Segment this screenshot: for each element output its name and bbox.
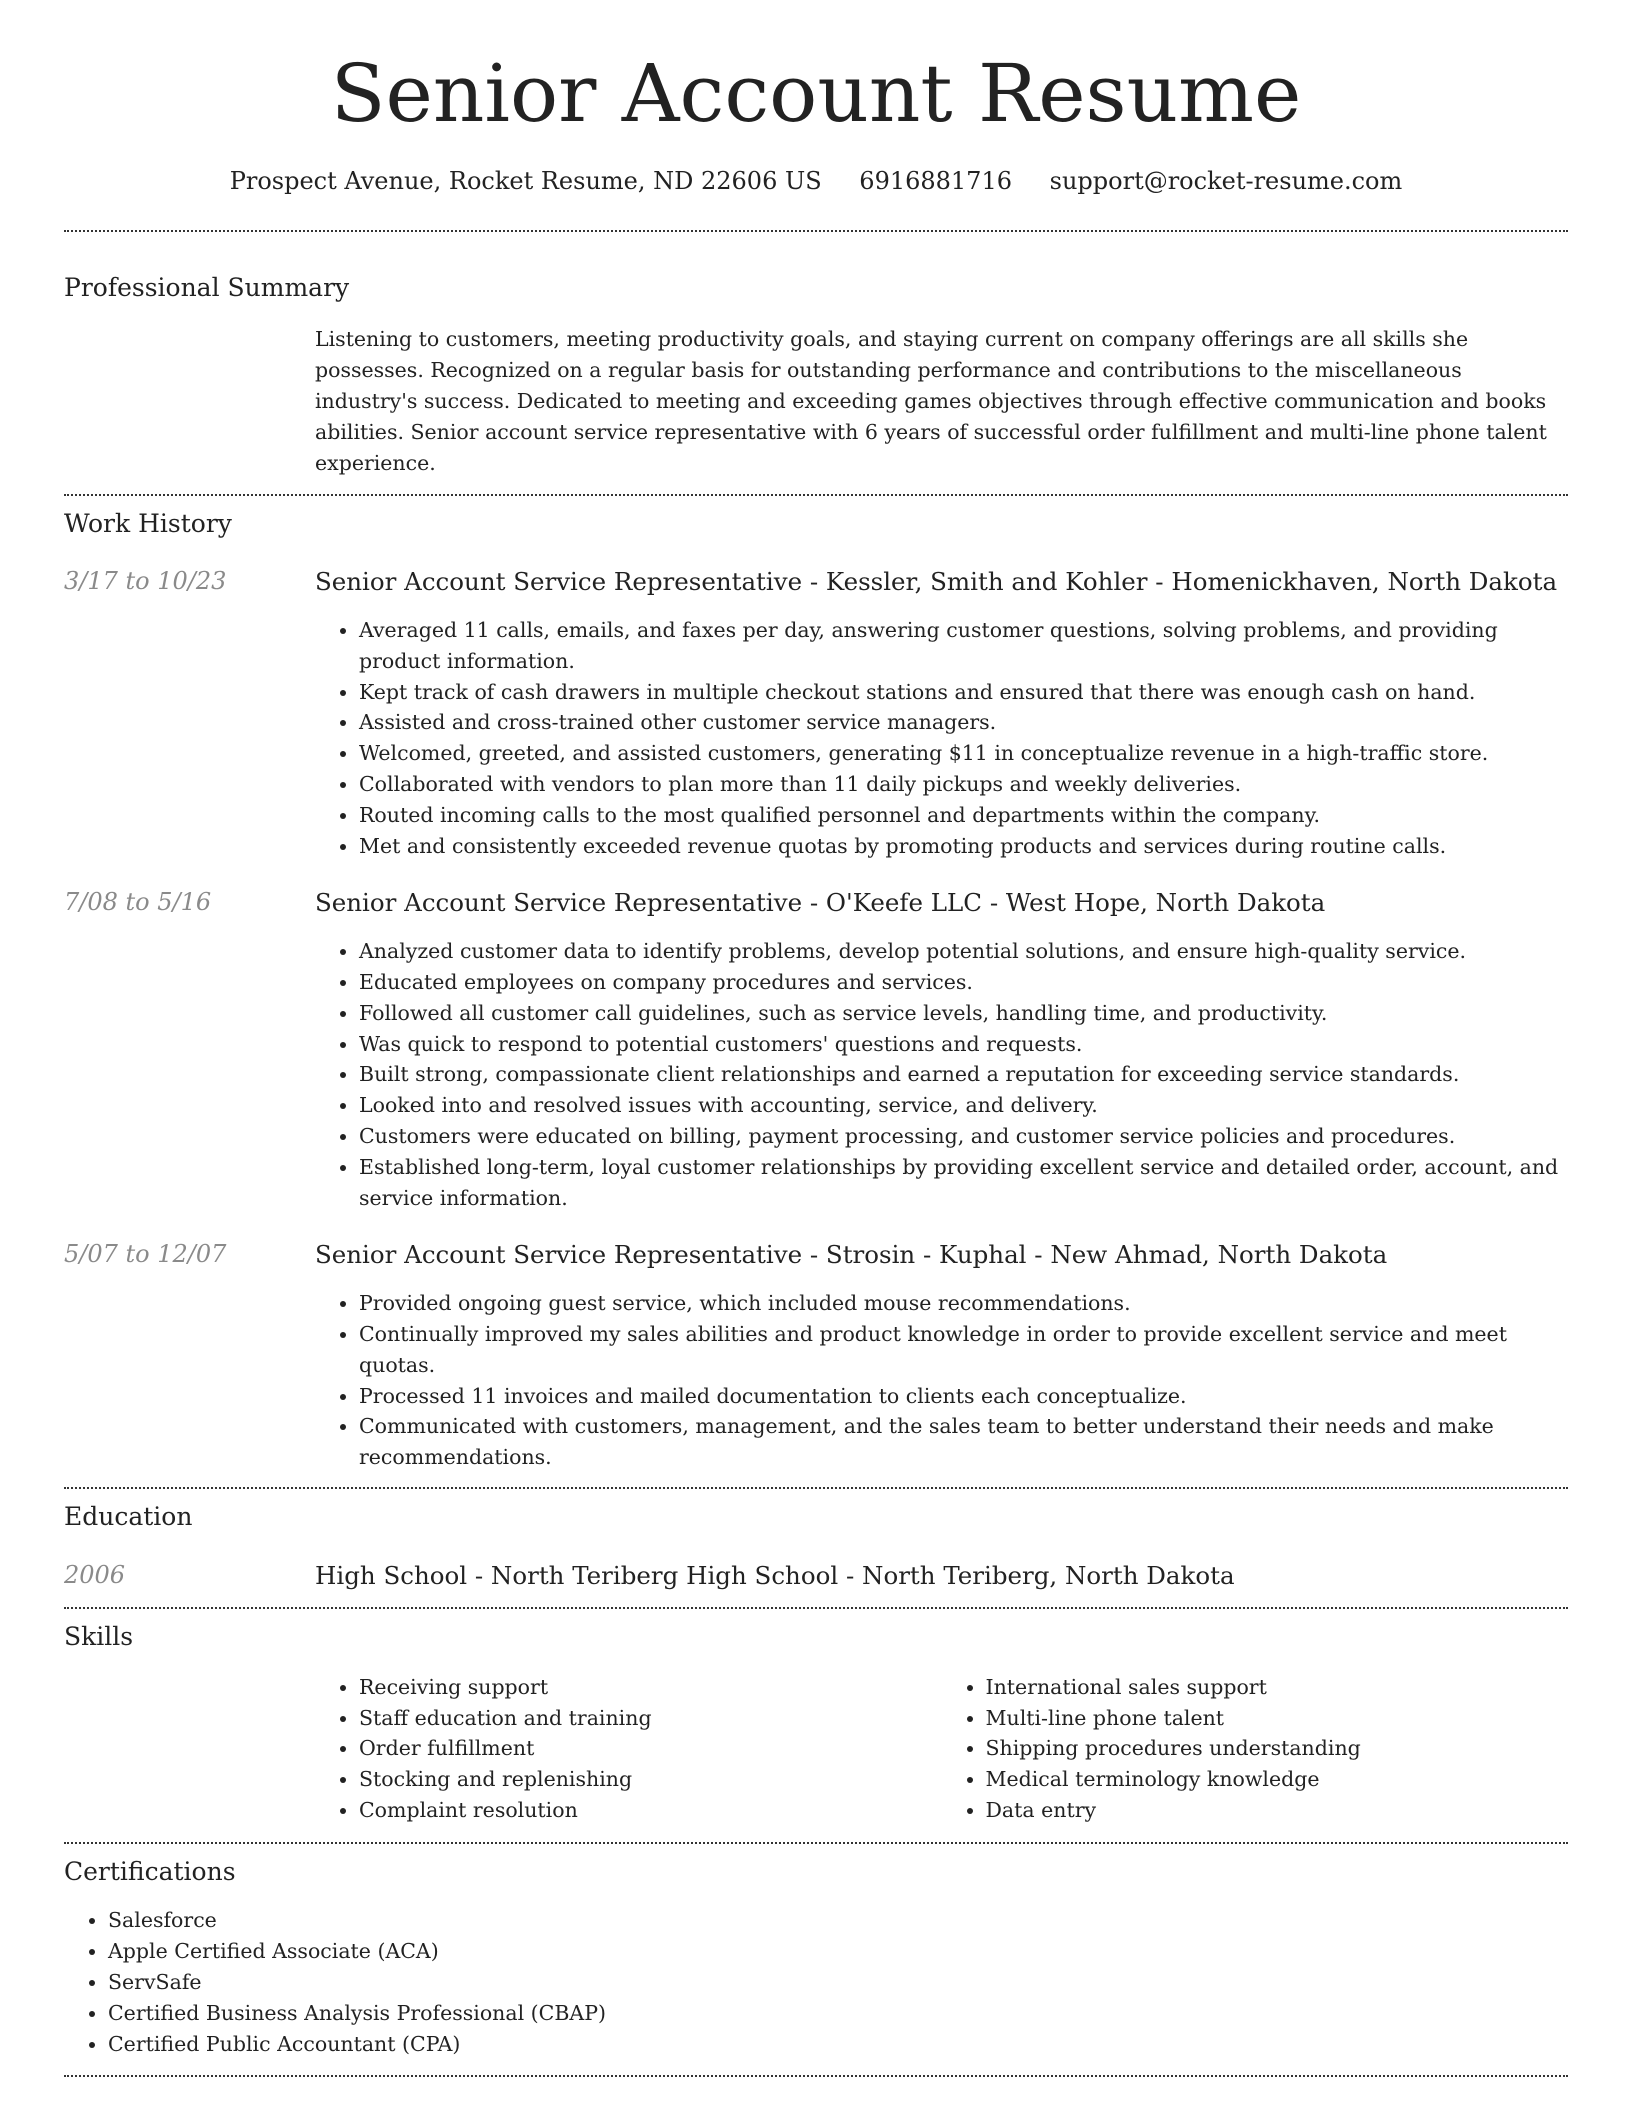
job-heading: Senior Account Service Representative - Kessler, Smith and Kohler - Homenickhaven, North Dakota xyxy=(315,567,1558,597)
education-heading: Education xyxy=(64,1502,193,1532)
job-bullet: • Looked into and resolved issues with accounting, service, and delivery. xyxy=(359,1090,1568,1121)
job-list xyxy=(64,566,1568,1473)
certification-item: • Certified Business Analysis Professional (CBAP) xyxy=(108,1998,1568,2029)
job-bullet: • Built strong, compassionate client relationships and earned a reputation for exceeding service standards. xyxy=(359,1059,1568,1090)
summary-heading: Professional Summary xyxy=(64,273,350,303)
certification-item: • Certified Public Accountant (CPA) xyxy=(108,2029,1568,2060)
job-bullet-list xyxy=(315,615,1568,861)
job-entry xyxy=(64,1239,1568,1473)
job-bullet: • Communicated with customers, management, and the sales team to better understand their needs and make recommendations. xyxy=(359,1411,1568,1473)
skills-heading: Skills xyxy=(64,1622,134,1652)
skill-item: • International sales support xyxy=(986,1672,1569,1703)
skill-item: • Data entry xyxy=(986,1795,1569,1826)
job-dates: 7/08 to 5/16 xyxy=(64,888,212,917)
certifications-heading: Certifications xyxy=(64,1856,236,1886)
job-body xyxy=(315,1239,1568,1473)
job-bullet-list xyxy=(315,936,1568,1213)
job-body xyxy=(315,566,1568,861)
divider xyxy=(64,2075,1568,2077)
certification-list xyxy=(64,1905,1568,2075)
skill-item: • Shipping procedures understanding xyxy=(986,1733,1569,1764)
skills-grid xyxy=(315,1672,1568,1842)
skill-item: • Complaint resolution xyxy=(359,1795,942,1826)
job-bullet-list xyxy=(315,1288,1568,1473)
job-bullet: • Assisted and cross-trained other customer service managers. xyxy=(359,707,1568,738)
skill-item: • Staff education and training xyxy=(359,1703,942,1734)
skills-column-1 xyxy=(315,1672,942,1826)
skill-item: • Stocking and replenishing xyxy=(359,1764,942,1795)
certification-item: • Apple Certified Associate (ACA) xyxy=(108,1936,1568,1967)
job-bullet: • Established long-term, loyal customer relationships by providing excellent service and detailed order, account, and service information. xyxy=(359,1152,1568,1214)
work-history-heading: Work History xyxy=(64,508,232,538)
skills-section xyxy=(64,1609,1568,1841)
job-bullet: • Routed incoming calls to the most qualified personnel and departments within the company. xyxy=(359,800,1568,831)
job-bullet: • Customers were educated on billing, payment processing, and customer service policies and procedures. xyxy=(359,1121,1568,1152)
job-entry xyxy=(64,566,1568,861)
job-bullet: • Educated employees on company procedures and services. xyxy=(359,967,1568,998)
skill-item: • Receiving support xyxy=(359,1672,942,1703)
job-body xyxy=(315,887,1568,1213)
job-dates: 5/07 to 12/07 xyxy=(64,1240,227,1269)
summary-text: Listening to customers, meeting productivity goals, and staying current on company offerings are all skills she possesses. Recognized on a regular basis for outstanding performance and contributions to the miscellaneous industry's success. Dedicated to meeting and exceeding games objectives through effective communication and books abilities. Senior account service representative with 6 years of successful order fulfillment and multi-line phone talent experience. xyxy=(315,326,1547,475)
job-bullet: • Provided ongoing guest service, which included mouse recommendations. xyxy=(359,1288,1568,1319)
certification-item: • Salesforce xyxy=(108,1905,1568,1936)
job-heading: Senior Account Service Representative - Strosin - Kuphal - New Ahmad, North Dakota xyxy=(315,1240,1388,1270)
job-bullet: • Analyzed customer data to identify problems, develop potential solutions, and ensure high-quality service. xyxy=(359,936,1568,967)
skills-column-2 xyxy=(942,1672,1569,1826)
job-bullet: • Averaged 11 calls, emails, and faxes per day, answering customer questions, solving problems, and providing product information. xyxy=(359,615,1568,677)
job-bullet: • Collaborated with vendors to plan more than 11 daily pickups and weekly deliveries. xyxy=(359,769,1568,800)
job-bullet: • Met and consistently exceeded revenue quotas by promoting products and services during routine calls. xyxy=(359,831,1568,862)
contact-email: support@rocket-resume.com xyxy=(1049,167,1403,195)
contact-phone: 6916881716 xyxy=(859,167,1012,195)
job-bullet: • Kept track of cash drawers in multiple checkout stations and ensured that there was enough cash on hand. xyxy=(359,677,1568,708)
summary-section xyxy=(64,272,1568,494)
education-entry xyxy=(64,1560,1568,1608)
job-dates: 3/17 to 10/23 xyxy=(64,567,227,596)
job-bullet: • Was quick to respond to potential customers' questions and requests. xyxy=(359,1029,1568,1060)
education-date: 2006 xyxy=(64,1560,126,1589)
skill-item: • Multi-line phone talent xyxy=(986,1703,1569,1734)
education-heading-text: High School - North Teriberg High School - North Teriberg, North Dakota xyxy=(315,1560,1235,1590)
skill-item: • Medical terminology knowledge xyxy=(986,1764,1569,1795)
contact-line xyxy=(64,166,1568,197)
work-history-section xyxy=(64,496,1568,1487)
education-section xyxy=(64,1489,1568,1607)
contact-address: Prospect Avenue, Rocket Resume, ND 22606 US xyxy=(229,167,822,195)
certification-item: • ServSafe xyxy=(108,1967,1568,1998)
job-bullet: • Continually improved my sales abilities and product knowledge in order to provide excellent service and meet quotas. xyxy=(359,1319,1568,1381)
skill-item: • Order fulfillment xyxy=(359,1733,942,1764)
job-bullet: • Processed 11 invoices and mailed documentation to clients each conceptualize. xyxy=(359,1381,1568,1412)
job-heading: Senior Account Service Representative - O'Keefe LLC - West Hope, North Dakota xyxy=(315,888,1326,918)
job-bullet: • Welcomed, greeted, and assisted customers, generating $11 in conceptualize revenue in a high-traffic store. xyxy=(359,738,1568,769)
divider xyxy=(64,230,1568,232)
certifications-section xyxy=(64,1844,1568,2075)
job-entry xyxy=(64,887,1568,1213)
resume-title: Senior Account Resume xyxy=(330,47,1302,140)
job-bullet: • Followed all customer call guidelines, such as service levels, handling time, and productivity. xyxy=(359,998,1568,1029)
